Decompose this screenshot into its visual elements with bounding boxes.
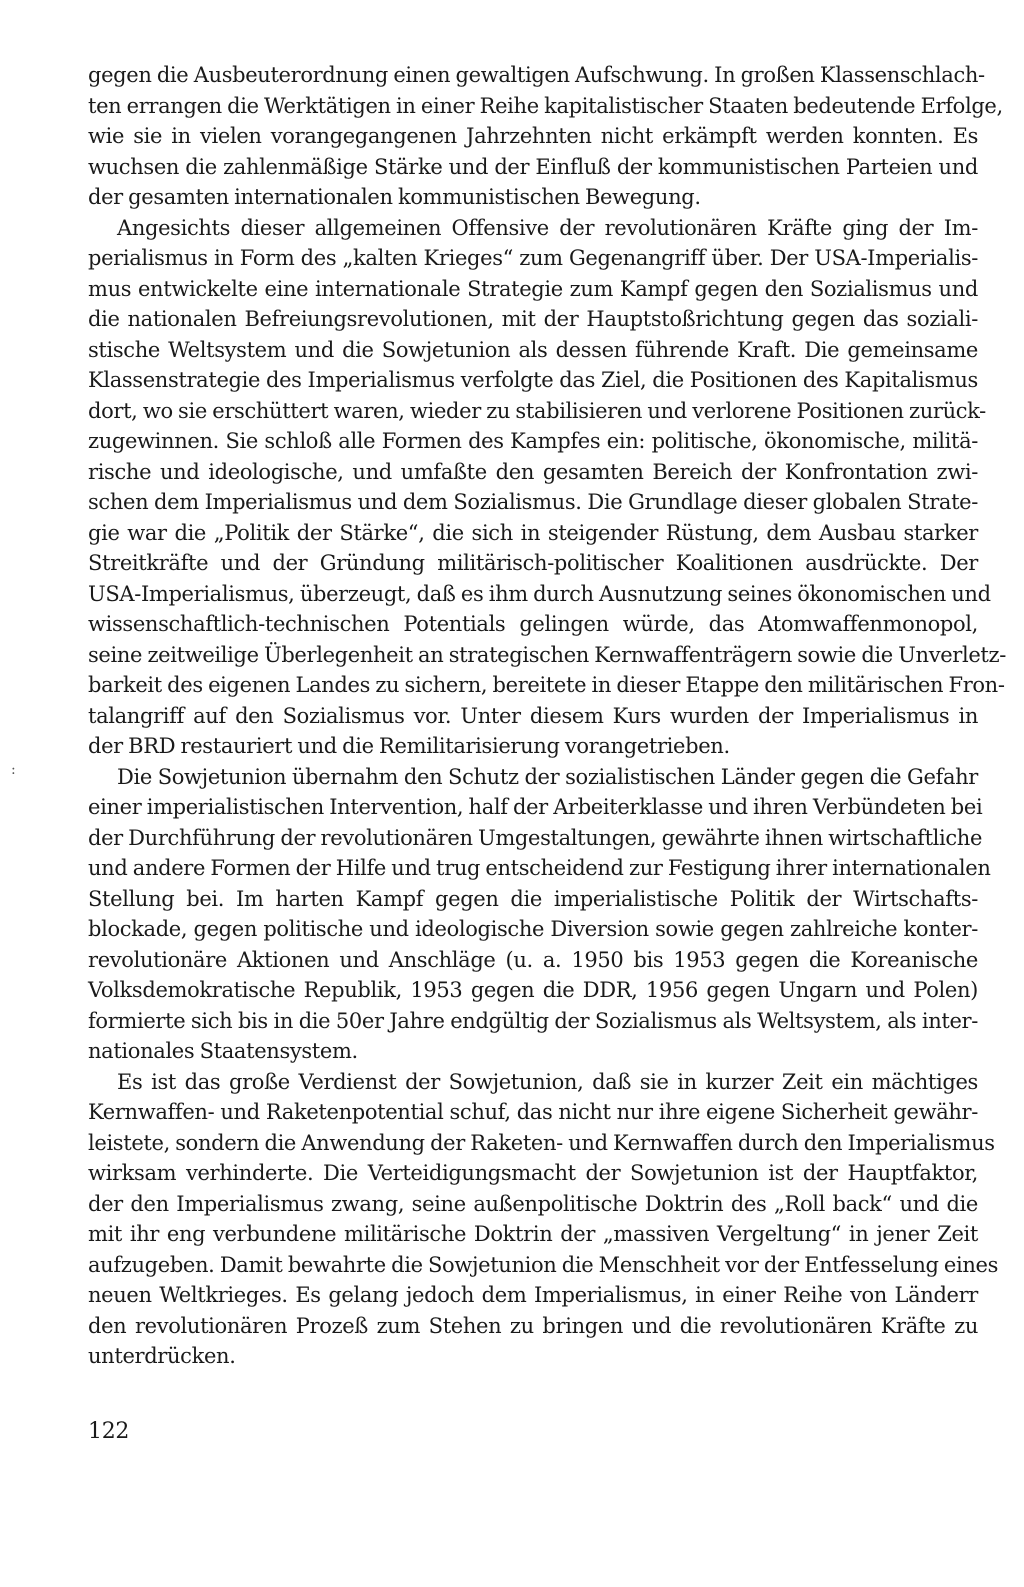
text-line: aufzugeben. Damit bewahrte die Sowjetunion die Menschheit vor der Entfesselung eines <box>88 1252 999 1277</box>
text-line: formierte sich bis in die 50er Jahre endgültig der Sozialismus als Weltsystem, als inter- <box>88 1008 978 1033</box>
text-line: gegen die Ausbeuterordnung einen gewaltigen Aufschwung. In großen Klassenschlach- <box>88 63 985 87</box>
text-line: mit ihr eng verbundene militärische Doktrin der „massiven Vergeltung“ in jener Zeit <box>88 1222 978 1246</box>
paragraph-4 <box>88 1067 999 1372</box>
text-line: schen dem Imperialismus und dem Sozialismus. Die Grundlage dieser globalen Strate- <box>88 490 978 514</box>
text-line: unterdrücken. <box>88 1344 236 1368</box>
text-line: Die Sowjetunion übernahm den Schutz der sozialistischen Länder gegen die Gefahr <box>117 764 978 789</box>
text-line: wirksam verhinderte. Die Verteidigungsmacht der Sowjetunion ist der Hauptfaktor, <box>88 1161 978 1185</box>
text-line: wuchsen die zahlenmäßige Stärke und der Einfluß der kommunistischen Parteien und <box>88 154 978 179</box>
text-line: leistete, sondern die Anwendung der Raketen- und Kernwaffen durch den Imperialismus <box>88 1130 995 1155</box>
text-line: der BRD restauriert und die Remilitarisierung vorangetrieben. <box>88 734 730 758</box>
text-line: und andere Formen der Hilfe und trug entscheidend zur Festigung ihrer internationalen <box>88 856 991 880</box>
text-line: talangriff auf den Sozialismus vor. Unter diesem Kurs wurden der Imperialismus in <box>88 703 978 728</box>
text-line: ten errangen die Werktätigen in einer Reihe kapitalistischer Staaten bedeutende Erfolge, <box>88 93 1003 118</box>
text-line: wissenschaftlich-technischen Potentials gelingen würde, das Atomwaffenmonopol, <box>88 612 978 636</box>
text-line: Es ist das große Verdienst der Sowjetunion, daß sie in kurzer Zeit ein mächtiges <box>117 1069 978 1094</box>
text-line: einer imperialistischen Intervention, half der Arbeiterklasse und ihren Verbündeten bei <box>88 795 983 819</box>
text-line: barkeit des eigenen Landes zu sichern, bereitete in dieser Etappe den militärischen Fron- <box>88 673 1005 697</box>
text-line: der den Imperialismus zwang, seine außenpolitische Doktrin des „Roll back“ und die <box>88 1191 978 1216</box>
text-line: zugewinnen. Sie schloß alle Formen des Kampfes ein: politische, ökonomische, militä- <box>88 429 978 453</box>
text-line: Klassenstrategie des Imperialismus verfolgte das Ziel, die Positionen des Kapitalismus <box>88 368 978 392</box>
scan-mark: : <box>11 762 16 778</box>
text-line: Stellung bei. Im harten Kampf gegen die imperialistische Politik der Wirtschafts- <box>88 886 978 911</box>
text-line: wie sie in vielen vorangegangenen Jahrzehnten nicht erkämpft werden konnten. Es <box>88 124 978 148</box>
text-line: den revolutionären Prozeß zum Stehen zu bringen und die revolutionären Kräfte zu <box>88 1313 978 1338</box>
text-line: perialismus in Form des „kalten Krieges“ zum Gegenangriff über. Der USA-Imperialis- <box>88 246 978 270</box>
text-line: stische Weltsystem und die Sowjetunion als dessen führende Kraft. Die gemeinsame <box>88 337 978 362</box>
text-line: mus entwickelte eine internationale Strategie zum Kampf gegen den Sozialismus und <box>88 276 978 301</box>
text-line: dort, wo sie erschüttert waren, wieder zu stabilisieren und verlorene Positionen zurück- <box>88 398 986 423</box>
text-line: blockade, gegen politische und ideologische Diversion sowie gegen zahlreiche konter- <box>88 917 978 941</box>
text-line: die nationalen Befreiungsrevolutionen, mit der Hauptstoßrichtung gegen das soziali- <box>88 307 978 331</box>
text-line: Streitkräfte und der Gründung militärisch-politischer Koalitionen ausdrückte. Der <box>88 551 978 575</box>
text-line: seine zeitweilige Überlegenheit an strategischen Kernwaffenträgern sowie die Unverletz- <box>88 642 1006 667</box>
text-line: USA-Imperialismus, überzeugt, daß es ihm durch Ausnutzung seines ökonomischen und <box>88 581 991 606</box>
text-line: der gesamten internationalen kommunistischen Bewegung. <box>88 185 701 209</box>
text-line: rische und ideologische, und umfaßte den gesamten Bereich der Konfrontation zwi- <box>88 459 978 484</box>
page-body <box>88 60 1006 1372</box>
text-line: Kernwaffen- und Raketenpotential schuf, das nicht nur ihre eigene Sicherheit gewähr- <box>88 1100 978 1124</box>
page-number: 122 <box>88 1419 130 1444</box>
text-line: revolutionäre Aktionen und Anschläge (u. a. 1950 bis 1953 gegen die Koreanische <box>88 947 978 972</box>
text-line: der Durchführung der revolutionären Umgestaltungen, gewährte ihnen wirtschaftliche <box>88 825 983 850</box>
text-line: Volksdemokratische Republik, 1953 gegen die DDR, 1956 gegen Ungarn und Polen) <box>88 978 978 1002</box>
text-line: nationales Staatensystem. <box>88 1039 358 1063</box>
paragraph-1 <box>88 60 1003 213</box>
text-line: gie war die „Politik der Stärke“, die sich in steigender Rüstung, dem Ausbau starker <box>88 520 978 545</box>
paragraph-3 <box>88 762 991 1067</box>
text-line: Angesichts dieser allgemeinen Offensive der revolutionären Kräfte ging der Im- <box>117 215 978 240</box>
paragraph-2 <box>88 213 1006 762</box>
text-line: neuen Weltkrieges. Es gelang jedoch dem Imperialismus, in einer Reihe von Länderr <box>88 1283 978 1307</box>
